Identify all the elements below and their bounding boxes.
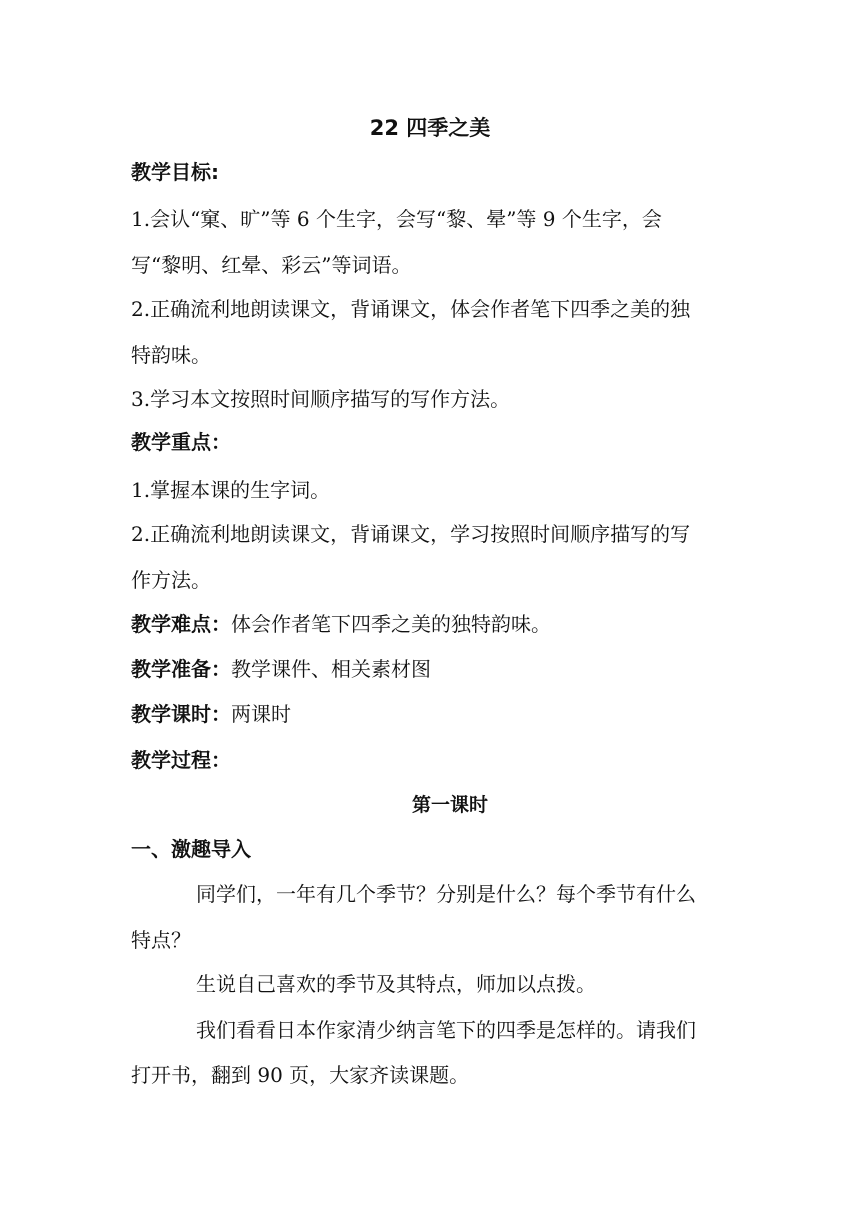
paragraph-1-line-1: 同学们，一年有几个季节？分别是什么？每个季节有什么 [196,882,696,906]
key-point-2-line-1: 2.正确流利地朗读课文，背诵课文，学习按照时间顺序描写的写 [131,522,691,546]
process-heading: 教学过程： [131,748,231,772]
objectives-heading: 教学目标: [131,160,219,184]
paragraph-1-line-2: 特点？ [131,928,191,952]
difficulty-value: 体会作者笔下四季之美的独特韵味。 [231,612,551,636]
periods-value: 两课时 [231,702,291,726]
objective-2-line-1: 2.正确流利地朗读课文，背诵课文，体会作者笔下四季之美的独 [131,297,691,321]
difficulty-row [131,610,731,638]
key-points-heading: 教学重点： [131,430,231,454]
key-point-1: 1.掌握本课的生字词。 [131,478,331,502]
periods-label: 教学课时： [131,702,231,726]
lesson-title: 第一课时 [411,794,488,816]
preparation-label: 教学准备： [131,657,231,681]
key-point-2-line-2: 作方法。 [131,568,211,592]
section-1-heading: 一、激趣导入 [131,837,251,861]
paragraph-3-line-1: 我们看看日本作家清少纳言笔下的四季是怎样的。请我们 [196,1018,696,1042]
paragraph-2: 生说自己喜欢的季节及其特点，师加以点拨。 [196,972,596,996]
paragraph-3-line-2: 打开书，翻到 90 页，大家齐读课题。 [131,1063,470,1087]
objective-2-line-2: 特韵味。 [131,343,211,367]
document-title: 22 四季之美 [369,116,491,140]
objective-1-line-1: 1.会认“窠、旷”等 6 个生字，会写“黎、晕”等 9 个生字，会 [131,207,662,231]
difficulty-label: 教学难点： [131,612,231,636]
objective-1-line-2: 写“黎明、红晕、彩云”等词语。 [131,253,412,277]
periods-row [131,700,731,728]
preparation-value: 教学课件、相关素材图 [231,657,431,681]
preparation-row [131,655,731,683]
objective-3: 3.学习本文按照时间顺序描写的写作方法。 [131,387,511,411]
